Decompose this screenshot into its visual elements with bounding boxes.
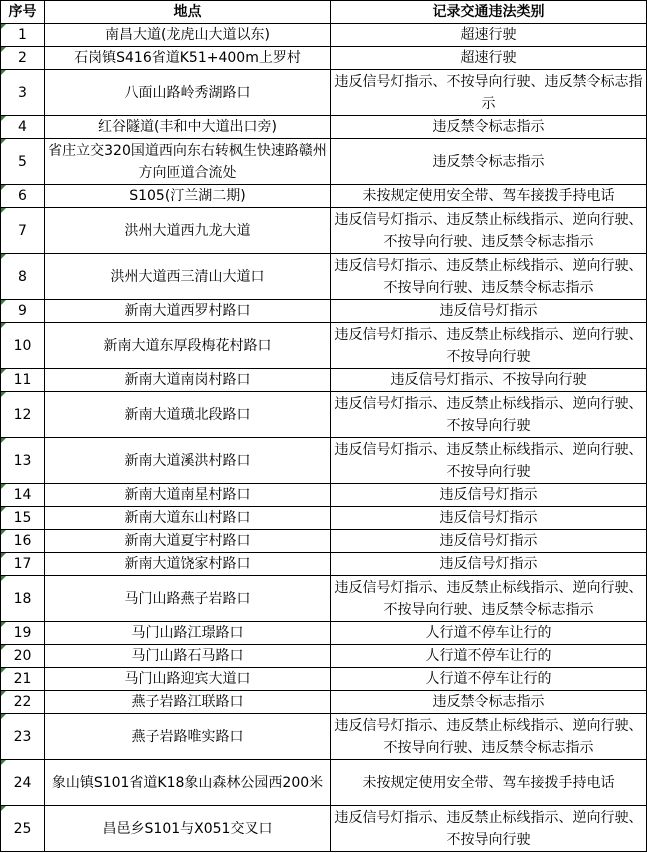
row-no: 13 bbox=[1, 438, 45, 484]
row-no: 11 bbox=[1, 369, 45, 392]
table-row bbox=[1, 185, 647, 208]
table-row bbox=[1, 116, 647, 139]
table-row bbox=[1, 530, 647, 553]
row-type: 违反禁令标志指示 bbox=[331, 116, 647, 139]
row-place: 马门山路迎宾大道口 bbox=[45, 668, 331, 691]
table-row bbox=[1, 300, 647, 323]
row-no: 14 bbox=[1, 484, 45, 507]
table-row bbox=[1, 139, 647, 185]
row-no: 9 bbox=[1, 300, 45, 323]
row-type: 违反信号灯指示、违反禁止标线指示、逆向行驶、不按导向行驶、违反禁令标志指示 bbox=[331, 714, 647, 760]
header-place: 地点 bbox=[45, 1, 331, 24]
row-no: 23 bbox=[1, 714, 45, 760]
table-row bbox=[1, 507, 647, 530]
row-no: 25 bbox=[1, 806, 45, 852]
row-place: 燕子岩路江联路口 bbox=[45, 691, 331, 714]
row-no: 12 bbox=[1, 392, 45, 438]
row-type: 违反信号灯指示、违反禁止标线指示、逆向行驶、不按导向行驶、违反禁令标志指示 bbox=[331, 576, 647, 622]
row-no: 7 bbox=[1, 208, 45, 254]
row-type: 违反信号灯指示、违反禁止标线指示、逆向行驶、不按导向行驶 bbox=[331, 392, 647, 438]
row-type: 违反禁令标志指示 bbox=[331, 139, 647, 185]
row-type: 人行道不停车让行的 bbox=[331, 645, 647, 668]
row-no: 21 bbox=[1, 668, 45, 691]
row-place: 马门山路江璟路口 bbox=[45, 622, 331, 645]
row-place: 象山镇S101省道K18象山森林公园西200米 bbox=[45, 760, 331, 806]
row-place: 洪州大道西三清山大道口 bbox=[45, 254, 331, 300]
row-place: 新南大道东山村路口 bbox=[45, 507, 331, 530]
table-row bbox=[1, 392, 647, 438]
table-row bbox=[1, 691, 647, 714]
table-row bbox=[1, 70, 647, 116]
row-type: 超速行驶 bbox=[331, 24, 647, 47]
row-place: 新南大道璜北段路口 bbox=[45, 392, 331, 438]
row-no: 2 bbox=[1, 47, 45, 70]
row-place: 新南大道西罗村路口 bbox=[45, 300, 331, 323]
table-row bbox=[1, 484, 647, 507]
table-header-row bbox=[1, 1, 647, 24]
table-row bbox=[1, 622, 647, 645]
table-row bbox=[1, 369, 647, 392]
row-no: 10 bbox=[1, 323, 45, 369]
row-place: 南昌大道(龙虎山大道以东) bbox=[45, 24, 331, 47]
row-no: 18 bbox=[1, 576, 45, 622]
table-row bbox=[1, 760, 647, 806]
row-no: 6 bbox=[1, 185, 45, 208]
table-row bbox=[1, 714, 647, 760]
row-type: 超速行驶 bbox=[331, 47, 647, 70]
table-row bbox=[1, 47, 647, 70]
row-place: 八面山路岭秀湖路口 bbox=[45, 70, 331, 116]
table-row bbox=[1, 323, 647, 369]
row-no: 22 bbox=[1, 691, 45, 714]
table-row bbox=[1, 254, 647, 300]
row-place: 新南大道饶家村路口 bbox=[45, 553, 331, 576]
row-type: 违反信号灯指示、违反禁止标线指示、逆向行驶、不按导向行驶、违反禁令标志指示 bbox=[331, 208, 647, 254]
row-type: 违反信号灯指示、违反禁止标线指示、逆向行驶、不按导向行驶 bbox=[331, 323, 647, 369]
table-row bbox=[1, 208, 647, 254]
row-place: 马门山路石马路口 bbox=[45, 645, 331, 668]
row-place: S105(汀兰湖二期) bbox=[45, 185, 331, 208]
row-no: 24 bbox=[1, 760, 45, 806]
row-type: 违反信号灯指示、违反禁止标线指示、逆向行驶、不按导向行驶 bbox=[331, 438, 647, 484]
row-place: 新南大道南星村路口 bbox=[45, 484, 331, 507]
row-type: 违反信号灯指示 bbox=[331, 530, 647, 553]
table-row bbox=[1, 438, 647, 484]
row-type: 违反信号灯指示、不按导向行驶、违反禁令标志指示 bbox=[331, 70, 647, 116]
row-no: 3 bbox=[1, 70, 45, 116]
row-type: 违反信号灯指示 bbox=[331, 300, 647, 323]
row-no: 16 bbox=[1, 530, 45, 553]
row-type: 违反信号灯指示 bbox=[331, 484, 647, 507]
row-place: 新南大道南岗村路口 bbox=[45, 369, 331, 392]
row-type: 未按规定使用安全带、驾车接拨手持电话 bbox=[331, 185, 647, 208]
row-place: 石岗镇S416省道K51+400m上罗村 bbox=[45, 47, 331, 70]
row-no: 20 bbox=[1, 645, 45, 668]
row-place: 昌邑乡S101与X051交叉口 bbox=[45, 806, 331, 852]
table-row bbox=[1, 576, 647, 622]
row-no: 17 bbox=[1, 553, 45, 576]
table-row bbox=[1, 553, 647, 576]
header-type: 记录交通违法类别 bbox=[331, 1, 647, 24]
row-place: 马门山路燕子岩路口 bbox=[45, 576, 331, 622]
row-type: 人行道不停车让行的 bbox=[331, 668, 647, 691]
row-type: 人行道不停车让行的 bbox=[331, 622, 647, 645]
row-no: 1 bbox=[1, 24, 45, 47]
row-type: 违反信号灯指示、不按导向行驶 bbox=[331, 369, 647, 392]
row-type: 未按规定使用安全带、驾车接拨手持电话 bbox=[331, 760, 647, 806]
row-type: 违反信号灯指示 bbox=[331, 553, 647, 576]
row-type: 违反禁令标志指示 bbox=[331, 691, 647, 714]
row-place: 新南大道东厚段梅花村路口 bbox=[45, 323, 331, 369]
row-place: 洪州大道西九龙大道 bbox=[45, 208, 331, 254]
header-seq: 序号 bbox=[1, 1, 45, 24]
row-no: 15 bbox=[1, 507, 45, 530]
row-no: 4 bbox=[1, 116, 45, 139]
row-no: 19 bbox=[1, 622, 45, 645]
row-type: 违反信号灯指示、违反禁止标线指示、逆向行驶、不按导向行驶、违反禁令标志指示 bbox=[331, 254, 647, 300]
row-type: 违反信号灯指示、违反禁止标线指示、逆向行驶、不按导向行驶 bbox=[331, 806, 647, 852]
row-place: 新南大道溪洪村路口 bbox=[45, 438, 331, 484]
row-type: 违反信号灯指示 bbox=[331, 507, 647, 530]
table-row bbox=[1, 24, 647, 47]
row-no: 8 bbox=[1, 254, 45, 300]
row-place: 红谷隧道(丰和中大道出口旁) bbox=[45, 116, 331, 139]
row-place: 燕子岩路唯实路口 bbox=[45, 714, 331, 760]
row-place: 新南大道夏宇村路口 bbox=[45, 530, 331, 553]
table-row bbox=[1, 668, 647, 691]
table-row bbox=[1, 806, 647, 852]
row-no: 5 bbox=[1, 139, 45, 185]
table-row bbox=[1, 645, 647, 668]
row-place: 省庄立交320国道西向东右转枫生快速路赣州方向匝道合流处 bbox=[45, 139, 331, 185]
